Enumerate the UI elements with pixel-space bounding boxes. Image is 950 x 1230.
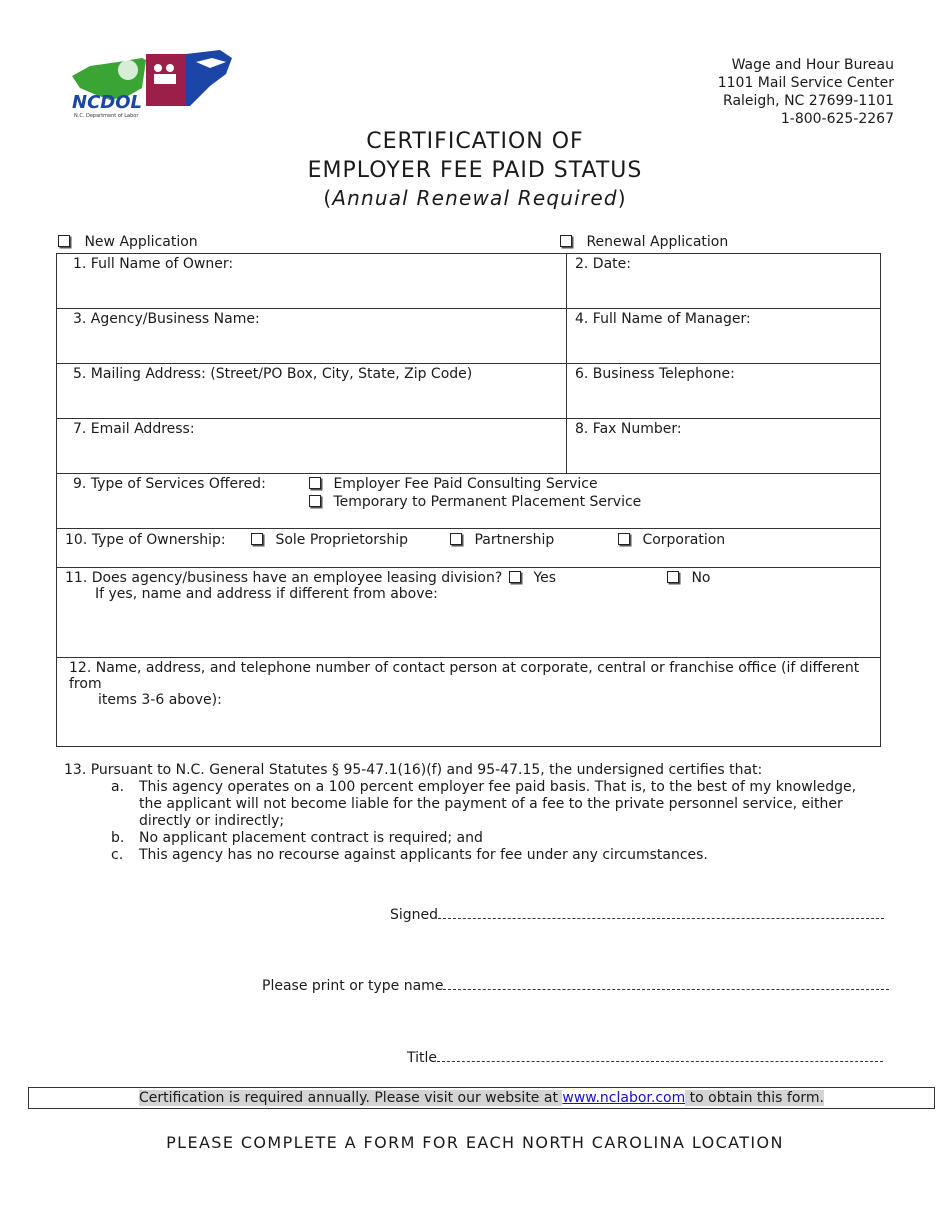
employee-leasing-row [57, 568, 881, 658]
corporation-checkbox[interactable] [618, 533, 630, 545]
ncdol-logo [70, 48, 235, 120]
notice-text-end: to obtain this form. [685, 1090, 824, 1106]
signature-line[interactable] [390, 906, 884, 923]
fax-number-field[interactable]: 8. Fax Number: [567, 419, 881, 474]
leasing-no-label: No [691, 570, 711, 586]
corporation-option[interactable] [618, 532, 725, 548]
sole-proprietorship-label: Sole Proprietorship [275, 532, 408, 548]
certification-item: b. No applicant placement contract is required; and [111, 830, 483, 846]
nclabor-website-link[interactable]: www.nclabor.com [562, 1090, 686, 1106]
leasing-yes-option[interactable] [509, 570, 556, 586]
consulting-service-option[interactable] [309, 476, 598, 492]
printed-name-label: Please print or type name [262, 978, 444, 994]
consulting-service-label: Employer Fee Paid Consulting Service [333, 476, 598, 492]
mailing-address-field[interactable]: 5. Mailing Address: (Street/PO Box, City, State, Zip Code) [57, 364, 567, 419]
email-address-field[interactable]: 7. Email Address: [57, 419, 567, 474]
svg-text:N.C. Department of Labor: N.C. Department of Labor [74, 113, 139, 119]
leasing-no-checkbox[interactable] [667, 571, 679, 583]
sole-proprietorship-option[interactable] [251, 532, 408, 548]
form-title-line1: CERTIFICATION OF [366, 129, 584, 154]
leasing-yes-checkbox[interactable] [509, 571, 521, 583]
new-application-checkbox[interactable] [58, 235, 70, 247]
signed-label: Signed [390, 907, 439, 923]
partnership-label: Partnership [474, 532, 555, 548]
printed-name-line[interactable] [262, 977, 889, 994]
address-line: 1101 Mail Service Center [717, 75, 894, 91]
form-subtitle: (Annual Renewal Required) [323, 186, 627, 210]
address-line: 1-800-625-2267 [780, 111, 894, 127]
application-form-table [56, 253, 881, 747]
business-telephone-field[interactable]: 6. Business Telephone: [567, 364, 881, 419]
temp-to-perm-checkbox[interactable] [309, 495, 321, 507]
footer-instruction: PLEASE COMPLETE A FORM FOR EACH NORTH CAROLINA LOCATION [166, 1133, 784, 1152]
renewal-application-option[interactable] [560, 234, 728, 250]
temp-to-perm-option[interactable] [309, 494, 641, 510]
notice-text: Certification is required annually. Please visit our website at [138, 1090, 563, 1106]
leasing-yes-label: Yes [533, 570, 557, 586]
employee-leasing-question: 11. Does agency/business have an employee leasing division? [65, 570, 503, 586]
consulting-service-checkbox[interactable] [309, 477, 321, 489]
contact-person-label-cont: items 3-6 above): [98, 692, 222, 708]
new-application-option[interactable] [58, 234, 198, 250]
leasing-no-option[interactable] [667, 570, 711, 586]
title-line[interactable] [407, 1049, 883, 1066]
services-offered-row [57, 474, 881, 529]
partnership-option[interactable] [450, 532, 554, 548]
employee-leasing-followup: If yes, name and address if different from above: [95, 586, 438, 602]
manager-name-field[interactable]: 4. Full Name of Manager: [567, 309, 881, 364]
new-application-label: New Application [84, 234, 198, 250]
corporation-label: Corporation [642, 532, 726, 548]
sole-proprietorship-checkbox[interactable] [251, 533, 263, 545]
ownership-type-row [57, 529, 881, 568]
bureau-address [718, 56, 894, 128]
owner-name-field[interactable]: 1. Full Name of Owner: [57, 254, 567, 309]
renewal-application-label: Renewal Application [586, 234, 729, 250]
ownership-type-label: 10. Type of Ownership: [65, 532, 226, 548]
date-field[interactable]: 2. Date: [567, 254, 881, 309]
address-line: Raleigh, NC 27699-1101 [723, 93, 894, 109]
certification-item: c. This agency has no recourse against applicants for fee under any circumstances. [111, 847, 708, 863]
certification-statement [64, 762, 874, 864]
services-offered-label: 9. Type of Services Offered: [73, 476, 266, 492]
contact-person-row[interactable] [57, 658, 881, 747]
partnership-checkbox[interactable] [450, 533, 462, 545]
business-name-field[interactable]: 3. Agency/Business Name: [57, 309, 567, 364]
certification-item: a. This agency operates on a 100 percent employer fee paid basis. That is, to the best of my knowledge, the applicant will not become liable for the payment of a fee to the private personnel service, either directly or indirectly; [111, 779, 857, 829]
renewal-application-checkbox[interactable] [560, 235, 572, 247]
title-label: Title [407, 1050, 438, 1066]
annual-certification-notice [28, 1087, 935, 1109]
contact-person-label: 12. Name, address, and telephone number of contact person at corporate, central or franchise office (if different from [69, 660, 860, 692]
certification-intro: 13. Pursuant to N.C. General Statutes § 95-47.1(16)(f) and 95-47.15, the undersigned certifies that: [64, 762, 763, 778]
address-line: Wage and Hour Bureau [731, 57, 894, 73]
svg-text:NCDOL: NCDOL [72, 92, 142, 113]
form-title-line2: EMPLOYER FEE PAID STATUS [307, 158, 643, 183]
temp-to-perm-label: Temporary to Permanent Placement Service [333, 494, 642, 510]
